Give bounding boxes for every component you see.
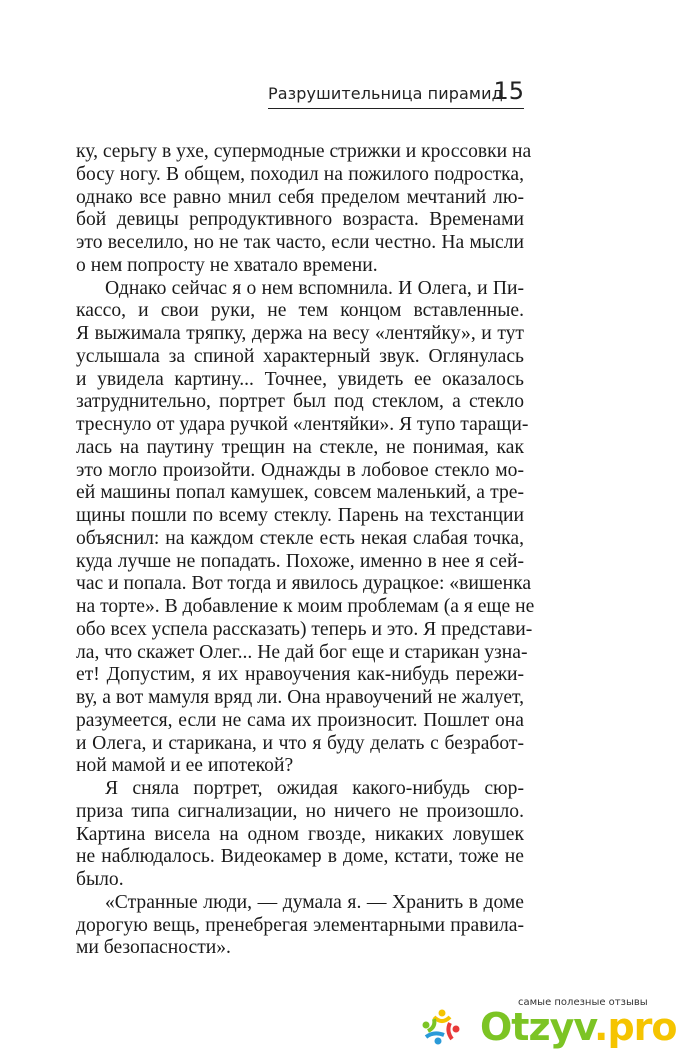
watermark-logo (420, 995, 677, 1049)
brand-suffix: .pro (594, 1005, 677, 1049)
text-line: ет! Допустим, я их нравоучения как-нибудь пережи- (76, 664, 524, 686)
brand-main: Otzyv (480, 1005, 595, 1049)
text-line: лась на паутину трещин на стекле, не понимая, как (76, 436, 524, 458)
text-line: Я выжимала тряпку, держа на весу «лентяйку», и тут (76, 323, 524, 344)
text-line: затруднительно, портрет был под стеклом, а стекло (76, 391, 524, 413)
text-line: услышала за спиной характерный звук. Оглянулась (76, 345, 524, 367)
running-header (268, 78, 524, 109)
text-line: однако все равно мнил себя пределом мечтаний лю- (76, 186, 524, 208)
text-line: не наблюдалось. Видеокамер в доме, кстати, тоже не (76, 846, 524, 868)
text-line: «Странные люди, — думала я. — Хранить в доме (105, 891, 524, 913)
text-line: ла, что скажет Олег... Не дай бог еще и старикан узна- (76, 641, 528, 663)
watermark-tagline: самые полезные отзывы (518, 997, 648, 1008)
text-line: обо всех успела рассказать) теперь и это. Я представи- (76, 618, 533, 640)
body-text (76, 141, 535, 960)
text-line: Картина висела на одном гвозде, никаких ловушек (76, 823, 524, 845)
text-line: ву, а вот мамуля вряд ли. Она нравоучений не жалует, (76, 687, 524, 708)
running-title: Разрушительница пирамид (268, 84, 503, 103)
otzyv-logo-icon (422, 1009, 462, 1045)
text-line: это могло произойти. Однажды в лобовое стекло мо- (76, 459, 524, 481)
text-line: босу ногу. В общем, походил на пожилого подростка, (76, 163, 524, 185)
text-line: бой девицы репродуктивного возраста. Временами (76, 209, 524, 231)
watermark-brand (480, 1005, 677, 1049)
page-number: 15 (493, 77, 524, 105)
text-line: это веселило, но не так часто, если честно. На мысли (76, 232, 524, 253)
text-line: о нем попросту не хватало времени. (76, 254, 378, 276)
text-line: Однако сейчас я о нем вспомнила. И Олега, и Пи- (105, 277, 524, 299)
text-line: было. (76, 869, 124, 890)
text-line: куда лучше не попадать. Похоже, именно в нее я сей- (76, 550, 524, 572)
text-line: щины пошли по всему стеклу. Парень на техстанции (76, 505, 524, 526)
text-line: и увидела картину... Точнее, увидеть ее оказалось (76, 368, 524, 390)
text-line: объяснил: на каждом стекле есть некая слабая точка, (76, 527, 524, 549)
text-line: и Олега, и старикана, и что я буду делать с безработ- (76, 732, 524, 754)
text-line: ной мамой и ее ипотекой? (76, 755, 294, 777)
text-line: ку, серьгу в ухе, супермодные стрижки и кроссовки на (76, 141, 532, 162)
text-line: на торте». В добавление к моим проблемам (а я еще не (76, 596, 535, 617)
text-line: Я сняла портрет, ожидая какого-нибудь сюр- (105, 778, 524, 799)
text-line: кассо, и свои руки, не тем концом вставленные. (76, 300, 524, 322)
text-line: ми безопасности». (76, 937, 231, 959)
text-line: ей машины попал камушек, совсем маленький, а тре- (76, 482, 524, 504)
text-line: приза типа сигнализации, но ничего не произошло. (76, 800, 524, 822)
text-line: разумеется, если не сама их произносит. Пошлет она (76, 709, 524, 731)
text-line: час и попала. Вот тогда и явилось дурацкое: «вишенка (76, 573, 532, 595)
text-line: дорогую вещь, пренебрегая элементарными правила- (76, 914, 524, 936)
text-line: треснуло от удара ручкой «лентяйки». Я тупо таращи- (76, 414, 529, 435)
